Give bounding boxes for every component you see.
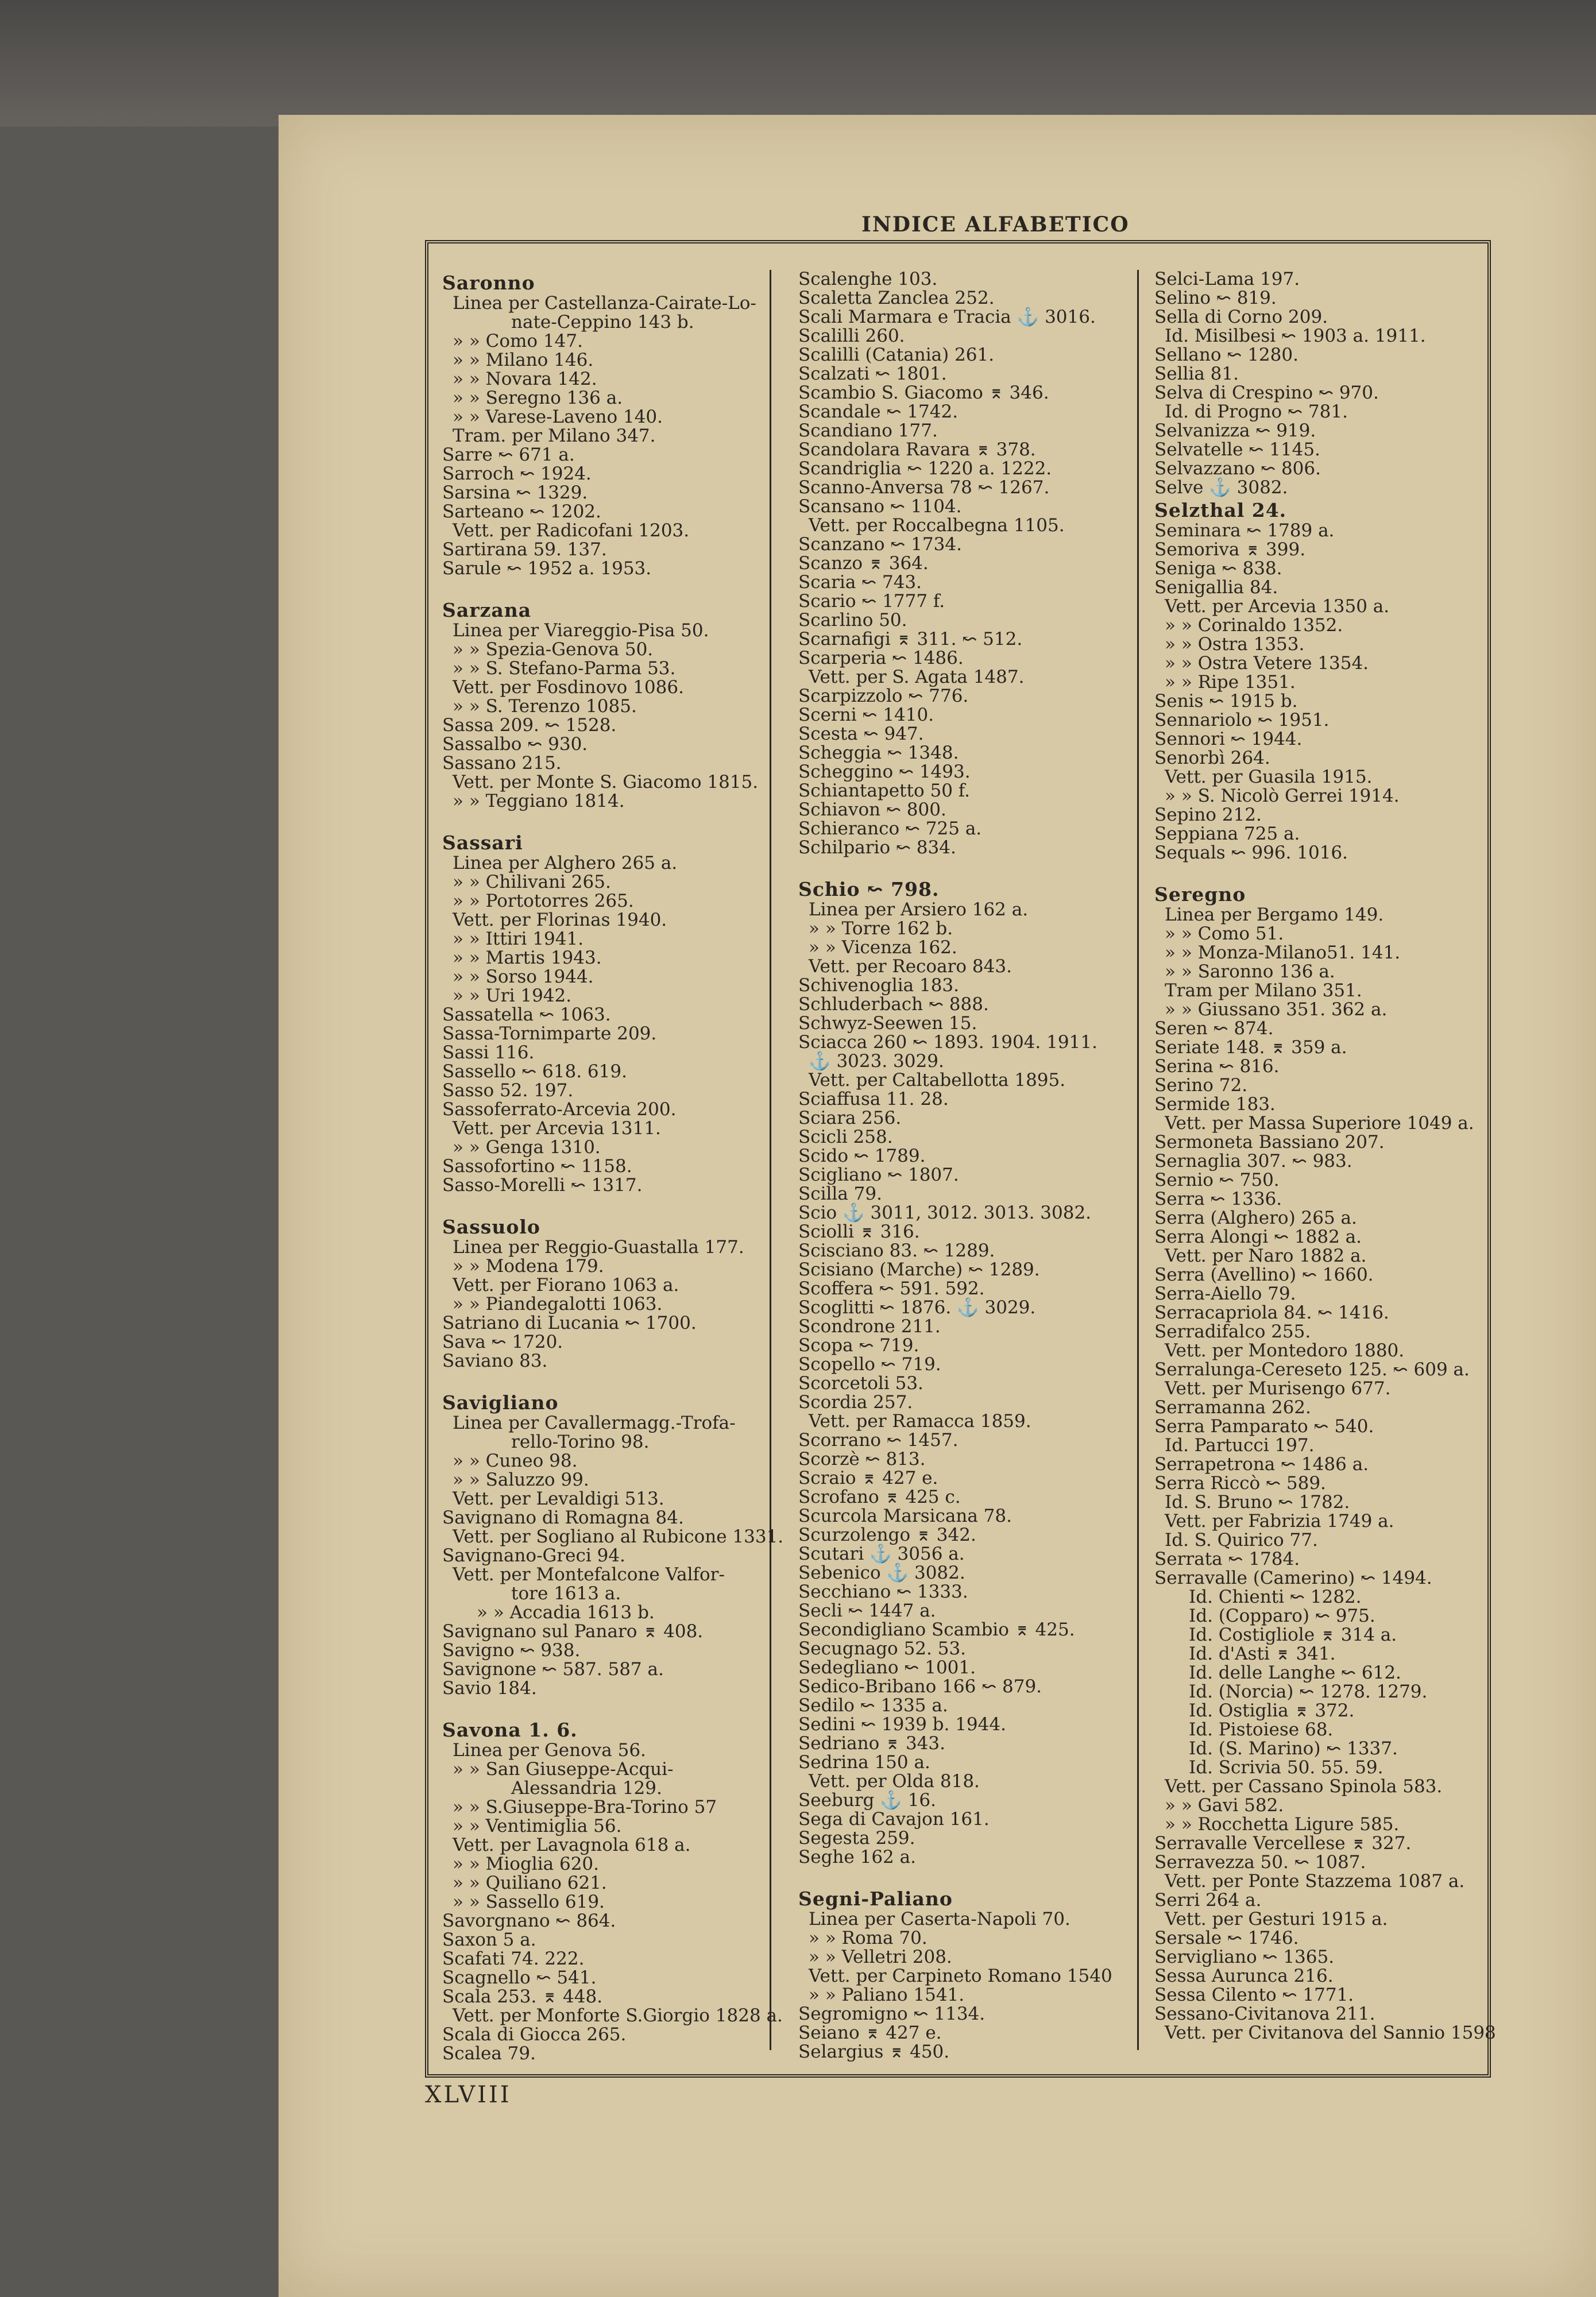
index-entry: Serra Riccò ↜ 589. xyxy=(1154,1473,1326,1494)
index-entry: Savigno ↜ 938. xyxy=(442,1640,581,1661)
index-entry: Vett. per Massa Superiore 1049 a. xyxy=(1165,1113,1474,1134)
index-entry: » » Gavi 582. xyxy=(1165,1795,1284,1816)
index-entry: Secchiano ↜ 1333. xyxy=(798,1581,968,1602)
index-entry: » » Sorso 1944. xyxy=(453,966,594,987)
index-entry: Seriate 148. ⌆ 359 a. xyxy=(1154,1037,1347,1058)
index-entry: Linea per Alghero 265 a. xyxy=(453,853,678,873)
index-entry: » » Ostra 1353. xyxy=(1165,634,1305,655)
index-entry: Satriano di Lucania ↜ 1700. xyxy=(442,1313,697,1333)
index-entry: Linea per Reggio-Guastalla 177. xyxy=(453,1237,744,1258)
index-entry xyxy=(442,1698,783,1717)
index-entry: » » Velletri 208. xyxy=(809,1947,952,1967)
index-entry: Serramanna 262. xyxy=(1154,1397,1311,1418)
index-entry: Schwyz-Seewen 15. xyxy=(798,1013,977,1034)
index-entry: Sedriano ⌆ 343. xyxy=(798,1733,945,1754)
index-entry: Selvanizza ↜ 919. xyxy=(1154,420,1316,441)
index-entry: Vett. per Fosdinovo 1086. xyxy=(453,677,684,698)
index-entry: Scalea 79. xyxy=(442,2043,536,2064)
index-entry: Tram. per Milano 347. xyxy=(453,426,656,446)
index-entry: Scopello ↜ 719. xyxy=(798,1354,941,1375)
index-entry: Vett. per Naro 1882 a. xyxy=(1165,1246,1367,1266)
index-entry: Scaria ↜ 743. xyxy=(798,572,922,593)
index-entry: » » Accadia 1613 b. xyxy=(477,1602,655,1623)
index-entry: Serra ↜ 1336. xyxy=(1154,1189,1282,1209)
index-entry: » » Piandegalotti 1063. xyxy=(453,1294,663,1314)
index-entry: » » Saronno 136 a. xyxy=(1165,961,1335,982)
index-entry: » » Paliano 1541. xyxy=(809,1985,965,2005)
index-entry: Id. Ostiglia ⌆ 372. xyxy=(1189,1700,1355,1721)
index-entry: » » Seregno 136 a. xyxy=(453,388,623,408)
index-entry: Id. Chienti ↜ 1282. xyxy=(1189,1587,1362,1607)
index-heading: Sassari xyxy=(442,832,523,854)
index-entry: Seren ↜ 874. xyxy=(1154,1018,1274,1039)
index-entry: Scala di Giocca 265. xyxy=(442,2024,627,2045)
index-entry: Scala 253. ⌆ 448. xyxy=(442,1986,603,2007)
index-entry: Seniga ↜ 838. xyxy=(1154,558,1282,579)
index-entry: Linea per Arsiero 162 a. xyxy=(809,899,1029,920)
index-entry: Sassalbo ↜ 930. xyxy=(442,734,588,755)
index-entry: Vett. per Civitanova del Sannio 1598 xyxy=(1165,2023,1496,2043)
index-entry: Scheggia ↜ 1348. xyxy=(798,743,959,763)
index-entry: Sermide 183. xyxy=(1154,1094,1276,1115)
index-entry: Vett. per Ramacca 1859. xyxy=(809,1411,1031,1432)
index-entry: Vett. per Montefalcone Valfor- xyxy=(453,1564,725,1585)
index-entry: Scanno-Anversa 78 ↜ 1267. xyxy=(798,477,1050,498)
index-entry: » » Roma 70. xyxy=(809,1928,928,1948)
index-entry: Selvatelle ↜ 1145. xyxy=(1154,439,1320,460)
index-entry: Id. Partucci 197. xyxy=(1165,1435,1315,1456)
index-entry: » » Corinaldo 1352. xyxy=(1165,615,1343,636)
index-entry: » » Spezia-Genova 50. xyxy=(453,639,654,660)
index-entry: Serri 264 a. xyxy=(1154,1890,1262,1911)
index-entry: Sessa Aurunca 216. xyxy=(1154,1966,1334,1986)
index-entry: Scrofano ⌆ 425 c. xyxy=(798,1487,961,1507)
index-entry: Vett. per Monforte S.Giorgio 1828 a. xyxy=(453,2005,783,2026)
index-entry: Selva di Crespino ↜ 970. xyxy=(1154,382,1379,403)
index-entry: Scansano ↜ 1104. xyxy=(798,496,962,517)
index-entry: » » Ostra Vetere 1354. xyxy=(1165,653,1369,674)
index-entry: Sarteano ↜ 1202. xyxy=(442,501,601,522)
index-entry: Sennori ↜ 1944. xyxy=(1154,729,1303,749)
index-entry: Scanzano ↜ 1734. xyxy=(798,534,962,555)
index-entry: » » Saluzzo 99. xyxy=(453,1470,589,1490)
index-entry: » » Rocchetta Ligure 585. xyxy=(1165,1814,1400,1835)
index-entry: » » Mioglia 620. xyxy=(453,1854,599,1874)
index-entry: Scanzo ⌆ 364. xyxy=(798,553,929,574)
index-entry: Scalilli 260. xyxy=(798,326,905,346)
index-entry: Scheggino ↜ 1493. xyxy=(798,761,971,782)
column-divider xyxy=(1137,270,1139,2050)
index-entry: » » Uri 1942. xyxy=(453,985,572,1006)
index-entry: Vett. per Sogliano al Rubicone 1331. xyxy=(453,1526,784,1547)
index-entry xyxy=(442,1195,783,1214)
index-entry: Scoffera ↜ 591. 592. xyxy=(798,1278,985,1299)
index-entry: rello-Torino 98. xyxy=(511,1432,650,1452)
index-entry: Linea per Genova 56. xyxy=(453,1740,646,1761)
index-entry: Scicli 258. xyxy=(798,1127,893,1147)
index-entry: Serino 72. xyxy=(1154,1075,1248,1096)
index-entry: Vett. per Roccalbegna 1105. xyxy=(809,515,1065,536)
index-entry: Savignano sul Panaro ⌆ 408. xyxy=(442,1621,704,1642)
index-entry: Scandriglia ↜ 1220 a. 1222. xyxy=(798,458,1052,479)
index-entry: Secondigliano Scambio ⌆ 425. xyxy=(798,1619,1075,1640)
index-entry: Id. (Copparo) ↜ 975. xyxy=(1189,1606,1375,1626)
index-entry: » » Sassello 619. xyxy=(453,1892,605,1912)
index-entry: Scorcetoli 53. xyxy=(798,1373,923,1394)
index-entry: Scio ⚓ 3011, 3012. 3013. 3082. xyxy=(798,1202,1092,1223)
index-entry: Vett. per Florinas 1940. xyxy=(453,910,667,930)
index-entry: Id. Scrivia 50. 55. 59. xyxy=(1189,1757,1384,1778)
index-entry: Serra (Avellino) ↜ 1660. xyxy=(1154,1264,1374,1285)
index-entry: Id. delle Langhe ↜ 612. xyxy=(1189,1662,1401,1683)
index-entry: Scandiano 177. xyxy=(798,420,938,441)
index-entry: Vett. per Ponte Stazzema 1087 a. xyxy=(1165,1871,1465,1892)
index-entry: Serravezza 50. ↜ 1087. xyxy=(1154,1852,1366,1873)
index-heading: Saronno xyxy=(442,272,535,294)
index-entry: Schiantapetto 50 f. xyxy=(798,780,971,801)
index-entry: Id. Costigliole ⌆ 314 a. xyxy=(1189,1625,1397,1645)
index-entry: Sessano-Civitanova 211. xyxy=(1154,2004,1375,2024)
index-entry: Selci-Lama 197. xyxy=(1154,269,1300,289)
index-entry: Senis ↜ 1915 b. xyxy=(1154,691,1298,711)
index-entry: Linea per Cavallermagg.-Trofa- xyxy=(453,1413,736,1433)
index-entry: Vett. per Montedoro 1880. xyxy=(1165,1340,1405,1361)
index-entry: Sassello ↜ 618. 619. xyxy=(442,1061,627,1082)
index-entry: Sarule ↜ 1952 a. 1953. xyxy=(442,558,652,579)
index-entry: Seppiana 725 a. xyxy=(1154,823,1300,844)
index-entry: Scondrone 211. xyxy=(798,1316,941,1337)
index-entry: Savorgnano ↜ 864. xyxy=(442,1911,616,1931)
index-entry: Saviano 83. xyxy=(442,1351,548,1371)
index-entry: Scutari ⚓ 3056 a. xyxy=(798,1544,965,1564)
index-entry: Seminara ↜ 1789 a. xyxy=(1154,520,1335,541)
index-entry: Scario ↜ 1777 f. xyxy=(798,591,945,612)
index-entry: » » Modena 179. xyxy=(453,1256,604,1277)
index-entry: Sciaffusa 11. 28. xyxy=(798,1089,949,1109)
index-entry xyxy=(1154,863,1496,881)
index-entry: Scido ↜ 1789. xyxy=(798,1146,926,1166)
index-entry: Scafati 74. 222. xyxy=(442,1948,585,1969)
index-entry: Savignano-Greci 94. xyxy=(442,1545,625,1566)
index-entry: Sarroch ↜ 1924. xyxy=(442,463,592,484)
index-entry: Sernio ↜ 750. xyxy=(1154,1170,1280,1190)
index-entry: » » Teggiano 1814. xyxy=(453,791,625,811)
index-entry: Schluderbach ↜ 888. xyxy=(798,994,989,1015)
page-number: XLVIII xyxy=(425,2082,512,2108)
index-entry: Secugnago 52. 53. xyxy=(798,1638,967,1659)
index-entry: Scorrano ↜ 1457. xyxy=(798,1430,959,1451)
index-entry: » » Ripe 1351. xyxy=(1165,672,1296,693)
index-entry: Scarlino 50. xyxy=(798,610,907,631)
index-entry: Sebenico ⚓ 3082. xyxy=(798,1563,965,1583)
index-entry: Sepino 212. xyxy=(1154,805,1262,825)
index-entry: » » Monza-Milano51. 141. xyxy=(1165,942,1401,963)
index-entry: Seiano ⌆ 427 e. xyxy=(798,2023,942,2043)
index-entry: Sedegliano ↜ 1001. xyxy=(798,1657,976,1678)
scan-backdrop xyxy=(0,0,1596,126)
index-entry: Linea per Bergamo 149. xyxy=(1165,904,1384,925)
index-entry: » » S. Stefano-Parma 53. xyxy=(453,658,676,679)
index-entry: Scalzati ↜ 1801. xyxy=(798,364,947,384)
index-entry: Sassatella ↜ 1063. xyxy=(442,1004,611,1025)
index-entry: Serina ↜ 816. xyxy=(1154,1056,1280,1077)
index-entry: Serrata ↜ 1784. xyxy=(1154,1549,1300,1569)
index-entry: Sarre ↜ 671 a. xyxy=(442,444,575,465)
index-entry xyxy=(798,1867,1112,1886)
index-entry: » » S.Giuseppe-Bra-Torino 57 xyxy=(453,1797,717,1818)
index-heading: Schio ↜ 798. xyxy=(798,878,940,900)
index-entry: Sequals ↜ 996. 1016. xyxy=(1154,842,1348,863)
index-heading: Segni-Paliano xyxy=(798,1888,953,1910)
index-heading: Savona 1. 6. xyxy=(442,1719,578,1741)
index-entry: Vett. per Recoaro 843. xyxy=(809,956,1012,977)
index-entry: Scalenghe 103. xyxy=(798,269,938,289)
index-entry: Vett. per Caltabellotta 1895. xyxy=(809,1070,1066,1091)
index-entry: » » Novara 142. xyxy=(453,369,597,389)
index-entry: Scigliano ↜ 1807. xyxy=(798,1165,959,1185)
index-entry: Senigallia 84. xyxy=(1154,577,1278,598)
index-entry: » » Chilivani 265. xyxy=(453,872,611,892)
index-column-2 xyxy=(798,270,1112,2062)
index-column-3 xyxy=(1154,270,1496,2043)
index-entry: Scisciano 83. ↜ 1289. xyxy=(798,1240,995,1261)
index-entry: Serravalle (Camerino) ↜ 1494. xyxy=(1154,1568,1432,1588)
index-entry: Sciacca 260 ↜ 1893. 1904. 1911. xyxy=(798,1032,1098,1053)
index-entry: Scarperia ↜ 1486. xyxy=(798,648,964,668)
index-entry: » » Ventimiglia 56. xyxy=(453,1816,622,1836)
index-entry: Sellano ↜ 1280. xyxy=(1154,345,1299,365)
index-entry: Sassi 116. xyxy=(442,1042,535,1063)
index-entry: Sciolli ⌆ 316. xyxy=(798,1221,920,1242)
index-entry: Sassa 209. ↜ 1528. xyxy=(442,715,617,736)
index-entry: Linea per Viareggio-Pisa 50. xyxy=(453,620,709,641)
index-heading: Savigliano xyxy=(442,1391,559,1414)
index-entry: Sassano 215. xyxy=(442,753,562,774)
index-entry: Serralunga-Cereseto 125. ↜ 609 a. xyxy=(1154,1359,1470,1380)
index-entry: Savignano di Romagna 84. xyxy=(442,1507,684,1528)
index-entry: Id. (S. Marino) ↜ 1337. xyxy=(1189,1738,1398,1759)
index-entry: Seghe 162 a. xyxy=(798,1847,916,1867)
index-entry: Sasso-Morelli ↜ 1317. xyxy=(442,1175,643,1196)
index-entry: Scali Marmara e Tracia ⚓ 3016. xyxy=(798,307,1096,327)
index-entry: Id. S. Bruno ↜ 1782. xyxy=(1165,1492,1350,1513)
index-entry: Scarnafigi ⌆ 311. ↜ 512. xyxy=(798,629,1023,649)
index-entry: Senorbì 264. xyxy=(1154,748,1270,768)
index-entry: Sava ↜ 1720. xyxy=(442,1332,563,1352)
index-entry xyxy=(442,811,783,830)
index-entry: Scaletta Zanclea 252. xyxy=(798,288,995,308)
index-entry: Selvazzano ↜ 806. xyxy=(1154,458,1321,479)
index-entry: Sega di Cavajon 161. xyxy=(798,1809,990,1830)
index-entry: Id. d'Asti ⌆ 341. xyxy=(1189,1644,1336,1664)
index-heading: Seregno xyxy=(1154,883,1246,906)
index-entry: Scordia 257. xyxy=(798,1392,913,1413)
index-entry: » » Portotorres 265. xyxy=(453,891,634,911)
index-entry: Scurzolengo ⌆ 342. xyxy=(798,1525,976,1545)
index-entry: Vett. per Fabrizia 1749 a. xyxy=(1165,1511,1394,1532)
index-entry: Linea per Castellanza-Cairate-Lo- xyxy=(453,293,756,314)
index-entry: » » Quiliano 621. xyxy=(453,1873,607,1893)
index-entry: Sedrina 150 a. xyxy=(798,1752,930,1773)
index-entry: Sernaglia 307. ↜ 983. xyxy=(1154,1151,1352,1171)
index-entry: Saxon 5 a. xyxy=(442,1929,536,1950)
index-entry: » » S. Terenzo 1085. xyxy=(453,696,637,717)
index-entry: Serracapriola 84. ↜ 1416. xyxy=(1154,1302,1389,1323)
index-entry: Vett. per Levaldigi 513. xyxy=(453,1488,664,1509)
index-entry: ⚓ 3023. 3029. xyxy=(809,1051,944,1072)
index-entry: Scalilli (Catania) 261. xyxy=(798,345,995,365)
index-entry: Scurcola Marsicana 78. xyxy=(798,1506,1012,1526)
index-entry: nate-Ceppino 143 b. xyxy=(511,312,694,332)
index-entry: » » Milano 146. xyxy=(453,350,594,370)
index-entry: Alessandria 129. xyxy=(511,1778,662,1799)
index-entry: » » Giussano 351. 362 a. xyxy=(1165,999,1388,1020)
index-entry: Id. Misilbesi ↜ 1903 a. 1911. xyxy=(1165,326,1426,346)
index-entry: Scilla 79. xyxy=(798,1184,882,1204)
index-entry: Sennariolo ↜ 1951. xyxy=(1154,710,1330,730)
index-entry: Sasso 52. 197. xyxy=(442,1080,574,1101)
index-entry: Scisiano (Marche) ↜ 1289. xyxy=(798,1259,1040,1280)
index-entry: Id. S. Quirico 77. xyxy=(1165,1530,1318,1550)
index-entry: » » S. Nicolò Gerrei 1914. xyxy=(1165,786,1400,806)
index-entry: Selino ↜ 819. xyxy=(1154,288,1277,308)
index-entry: Vett. per Lavagnola 618 a. xyxy=(453,1835,691,1855)
index-heading: Sassuolo xyxy=(442,1216,540,1238)
index-entry: Sarsina ↜ 1329. xyxy=(442,482,588,503)
index-entry: Vett. per Fiorano 1063 a. xyxy=(453,1275,679,1296)
index-entry: Schieranco ↜ 725 a. xyxy=(798,818,982,839)
index-entry: Serradifalco 255. xyxy=(1154,1321,1311,1342)
index-entry: » » Genga 1310. xyxy=(453,1137,601,1158)
index-entry: Sermoneta Bassiano 207. xyxy=(1154,1132,1385,1153)
index-entry: » » Cuneo 98. xyxy=(453,1451,578,1471)
index-entry: Vett. per Murisengo 677. xyxy=(1165,1378,1391,1399)
index-entry: Sellia 81. xyxy=(1154,364,1239,384)
index-entry: Sersale ↜ 1746. xyxy=(1154,1928,1299,1948)
index-entry: Schiavon ↜ 800. xyxy=(798,799,946,820)
index-entry: Sassoferrato-Arcevia 200. xyxy=(442,1099,677,1120)
index-entry: Scerni ↜ 1410. xyxy=(798,705,934,725)
index-entry: Linea per Caserta-Napoli 70. xyxy=(809,1909,1071,1929)
index-entry: Sedilo ↜ 1335 a. xyxy=(798,1695,948,1716)
index-entry: Id. (Norcia) ↜ 1278. 1279. xyxy=(1189,1681,1428,1702)
index-entry xyxy=(442,578,783,597)
index-entry: Sciara 256. xyxy=(798,1108,902,1128)
index-entry: Scraio ⌆ 427 e. xyxy=(798,1468,938,1488)
index-entry: Vett. per Cassano Spinola 583. xyxy=(1165,1776,1443,1797)
index-entry: Sassa-Tornimparte 209. xyxy=(442,1023,657,1044)
index-entry: Savio 184. xyxy=(442,1678,537,1699)
index-entry: Scopa ↜ 719. xyxy=(798,1335,919,1356)
index-entry: Scagnello ↜ 541. xyxy=(442,1967,597,1988)
index-entry: Scandale ↜ 1742. xyxy=(798,401,959,422)
index-entry: Vett. per Arcevia 1350 a. xyxy=(1165,596,1390,617)
index-entry: Serrapetrona ↜ 1486 a. xyxy=(1154,1454,1369,1475)
index-entry: Sella di Corno 209. xyxy=(1154,307,1328,327)
index-entry: Servigliano ↜ 1365. xyxy=(1154,1947,1335,1967)
index-entry: Selve ⚓ 3082. xyxy=(1154,477,1288,498)
index-entry: Sassofortino ↜ 1158. xyxy=(442,1156,632,1177)
index-entry: Schivenoglia 183. xyxy=(798,975,959,996)
index-entry: Secli ↜ 1447 a. xyxy=(798,1600,936,1621)
index-entry: Serra Alongi ↜ 1882 a. xyxy=(1154,1227,1362,1247)
index-entry: » » Varese-Laveno 140. xyxy=(453,407,663,427)
index-entry: Serra (Alghero) 265 a. xyxy=(1154,1208,1357,1228)
index-entry: Sedico-Bribano 166 ↜ 879. xyxy=(798,1676,1042,1697)
index-entry: Sartirana 59. 137. xyxy=(442,539,607,560)
index-entry: Semoriva ⌆ 399. xyxy=(1154,539,1306,560)
index-entry: » » Como 51. xyxy=(1165,923,1284,944)
index-entry: Schilpario ↜ 834. xyxy=(798,837,956,858)
index-entry: » » San Giuseppe-Acqui- xyxy=(453,1759,674,1780)
index-entry: Tram per Milano 351. xyxy=(1165,980,1362,1001)
index-entry: Scarpizzolo ↜ 776. xyxy=(798,686,969,706)
index-entry: tore 1613 a. xyxy=(511,1583,621,1604)
index-entry xyxy=(798,857,1112,876)
index-entry: Scesta ↜ 947. xyxy=(798,724,924,744)
index-entry: Sedini ↜ 1939 b. 1944. xyxy=(798,1714,1006,1735)
index-entry: Serra Pamparato ↜ 540. xyxy=(1154,1416,1374,1437)
index-entry: Id. di Progno ↜ 781. xyxy=(1165,401,1348,422)
index-entry: Seeburg ⚓ 16. xyxy=(798,1790,937,1811)
index-entry: Vett. per Radicofani 1203. xyxy=(453,520,690,541)
index-entry: Vett. per Olda 818. xyxy=(809,1771,980,1792)
index-entry: Sessa Cilento ↜ 1771. xyxy=(1154,1985,1354,2005)
index-entry: Vett. per Carpineto Romano 1540 xyxy=(809,1966,1112,1986)
index-entry: » » Ittiri 1941. xyxy=(453,929,584,949)
index-entry: Vett. per Guasila 1915. xyxy=(1165,767,1373,787)
index-entry: Vett. per Arcevia 1311. xyxy=(453,1118,661,1139)
index-entry: Segesta 259. xyxy=(798,1828,915,1849)
index-column-1 xyxy=(442,270,783,2063)
index-entry: Id. Pistoiese 68. xyxy=(1189,1719,1334,1740)
index-entry: » » Vicenza 162. xyxy=(809,937,957,958)
page-header: INDICE ALFABETICO xyxy=(861,212,1130,237)
index-entry xyxy=(442,1371,783,1390)
index-heading: Selzthal 24. xyxy=(1154,499,1287,521)
index-entry: » » Como 147. xyxy=(453,331,583,351)
index-entry: Vett. per S. Agata 1487. xyxy=(809,667,1025,687)
index-entry: » » Martis 1943. xyxy=(453,948,602,968)
index-entry: Savignone ↜ 587. 587 a. xyxy=(442,1659,664,1680)
index-entry: Scambio S. Giacomo ⌆ 346. xyxy=(798,382,1049,403)
index-entry: Segromigno ↜ 1134. xyxy=(798,2004,986,2024)
index-entry: Scoglitti ↜ 1876. ⚓ 3029. xyxy=(798,1297,1036,1318)
index-heading: Sarzana xyxy=(442,599,532,621)
index-entry: Vett. per Gesturi 1915 a. xyxy=(1165,1909,1388,1929)
index-entry: Scandolara Ravara ⌆ 378. xyxy=(798,439,1036,460)
index-entry: Scorzè ↜ 813. xyxy=(798,1449,926,1470)
index-entry: Serra-Aiello 79. xyxy=(1154,1283,1296,1304)
index-entry: Serravalle Vercellese ⌆ 327. xyxy=(1154,1833,1412,1854)
index-entry: Vett. per Monte S. Giacomo 1815. xyxy=(453,772,759,792)
index-entry: Selargius ⌆ 450. xyxy=(798,2041,950,2062)
index-entry: » » Torre 162 b. xyxy=(809,918,953,939)
